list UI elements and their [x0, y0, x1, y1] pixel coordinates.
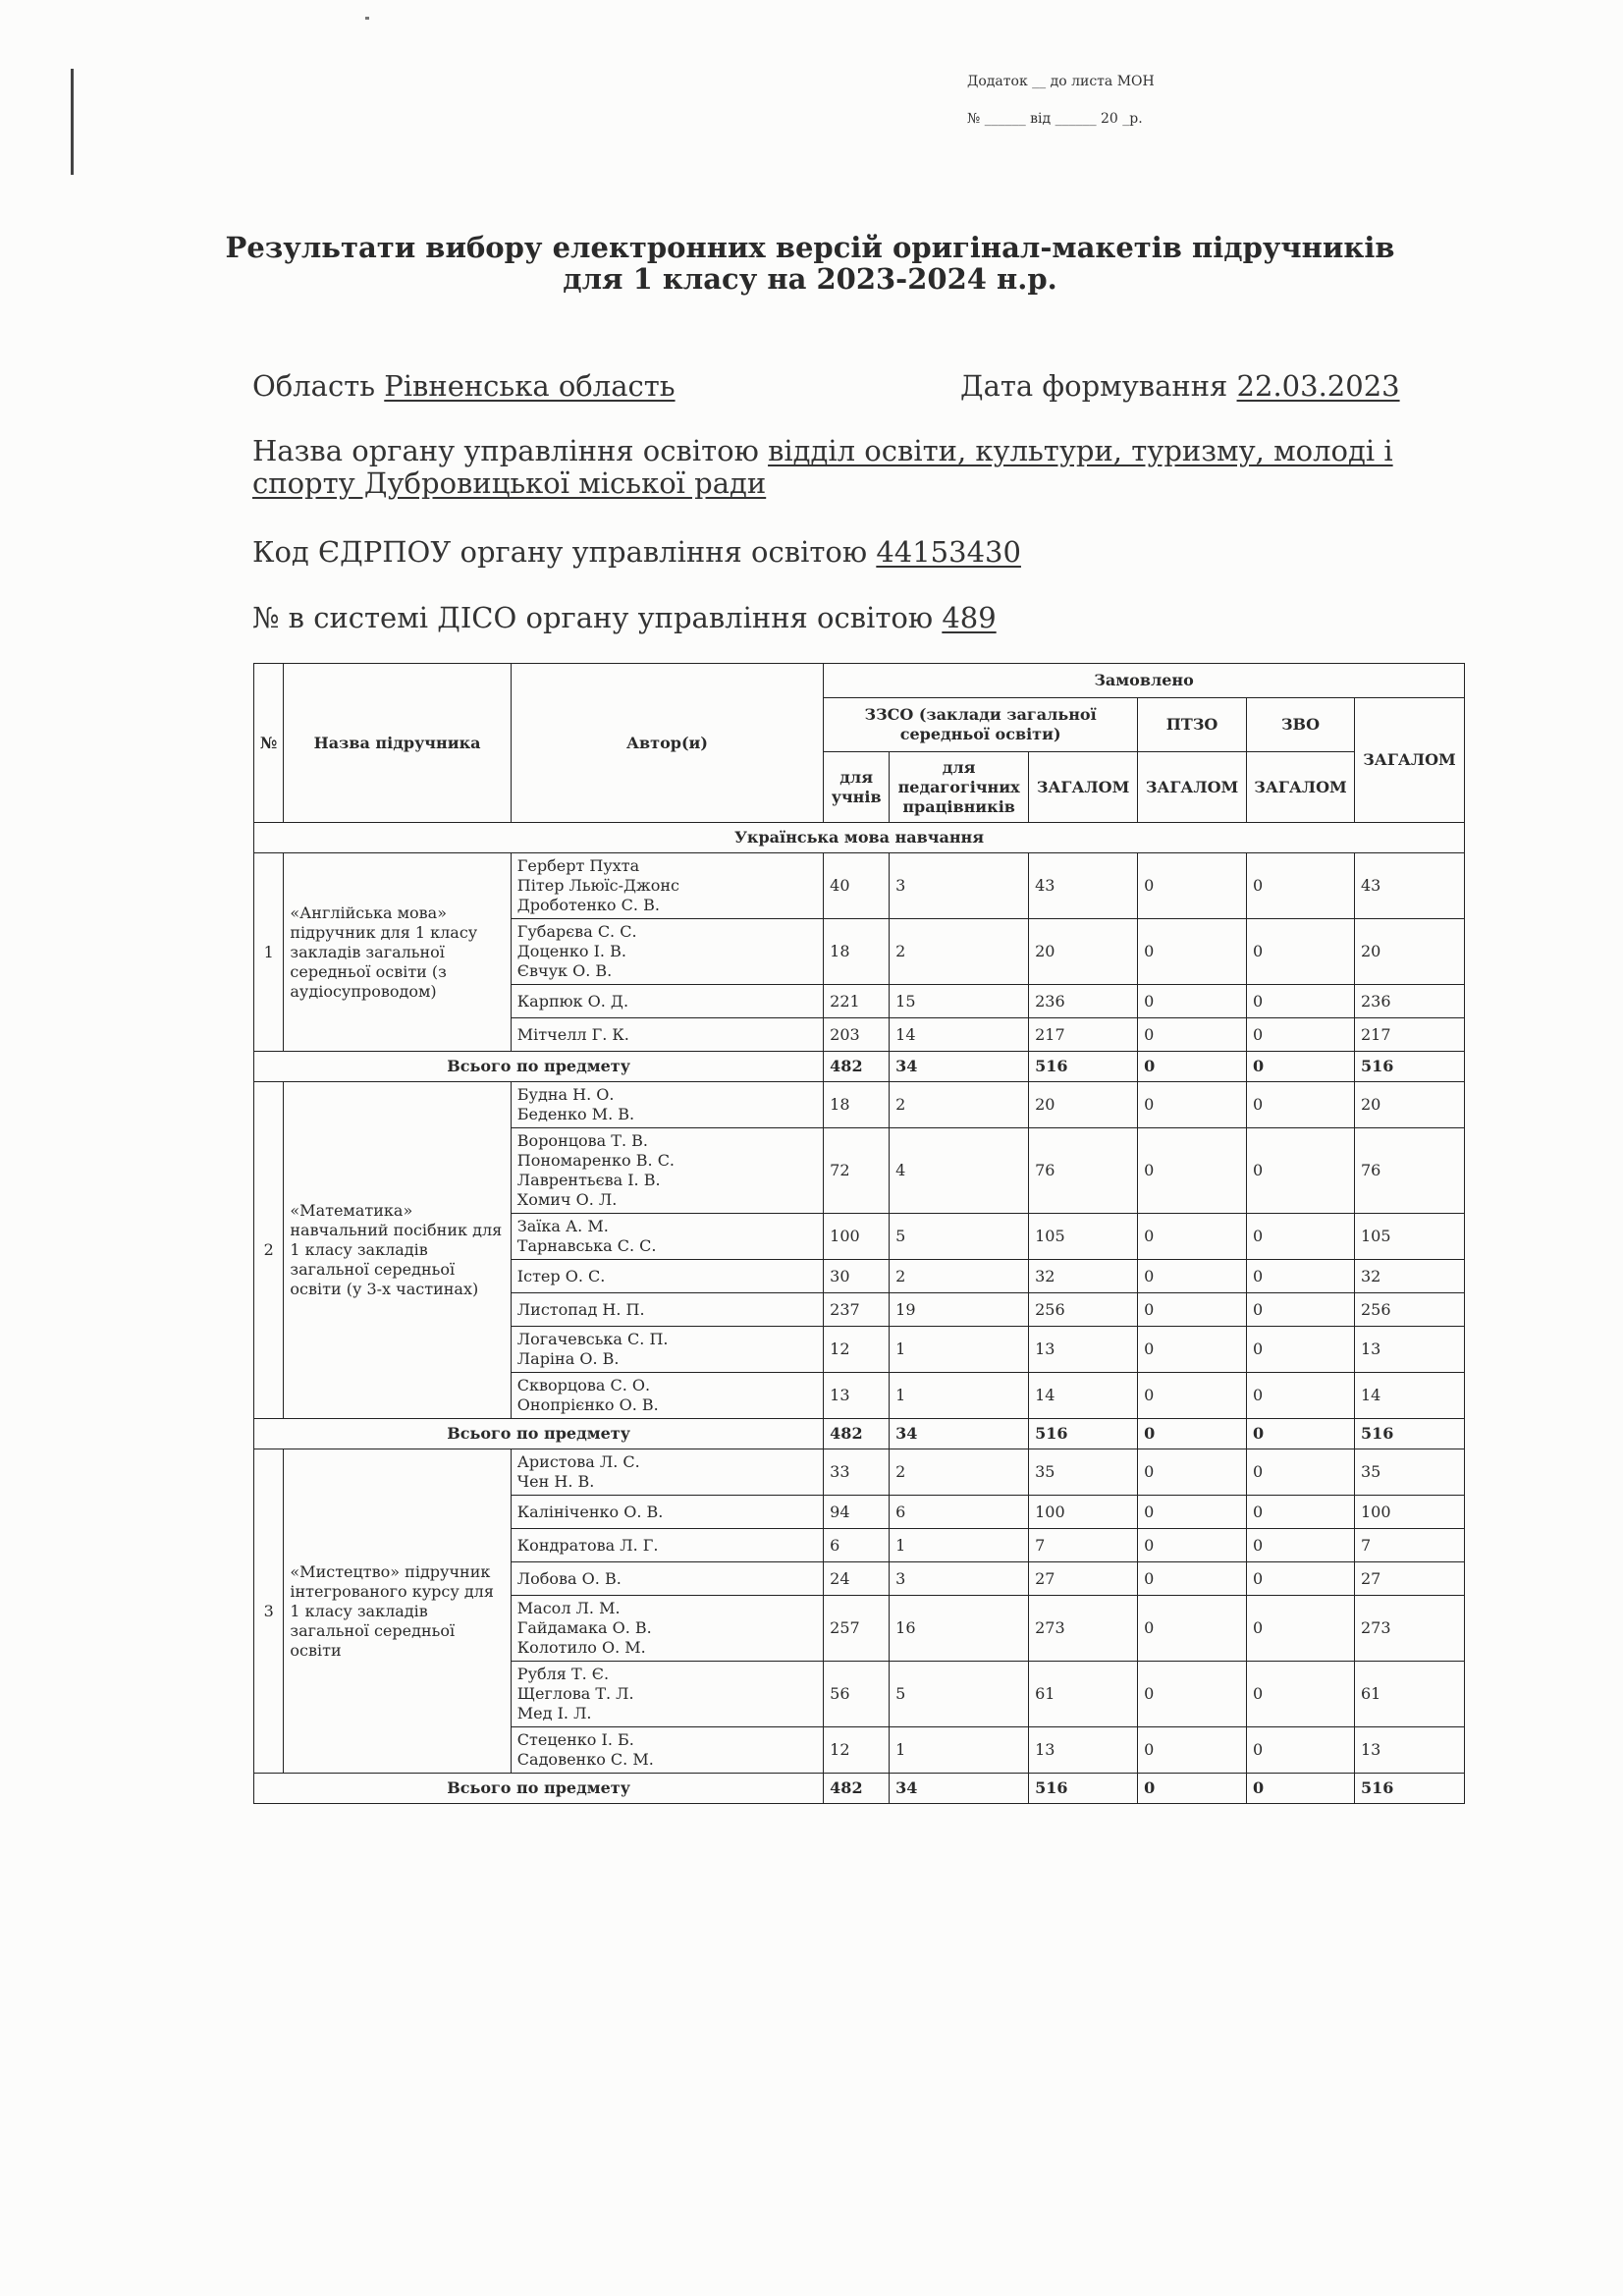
- count-total: 43: [1355, 853, 1465, 919]
- count-total: 100: [1355, 1496, 1465, 1529]
- count-zvo: 0: [1247, 1214, 1355, 1260]
- diso-value: 489: [942, 601, 997, 634]
- count-students: 257: [824, 1596, 890, 1662]
- total-total: 516: [1355, 1052, 1465, 1082]
- count-zvo: 0: [1247, 1260, 1355, 1293]
- authors-cell: [511, 1662, 823, 1727]
- count-zzso: 20: [1029, 1082, 1138, 1128]
- subject-total-row: [254, 1774, 1465, 1804]
- count-teachers: 1: [890, 1727, 1029, 1774]
- author-name: Садовенко С. М.: [516, 1750, 654, 1769]
- count-students: 30: [824, 1260, 890, 1293]
- count-total: 7: [1355, 1529, 1465, 1562]
- count-total: 14: [1355, 1373, 1465, 1419]
- count-total: 273: [1355, 1596, 1465, 1662]
- addendum-note: [967, 63, 1155, 137]
- count-teachers: 15: [890, 985, 1029, 1018]
- header-num: №: [254, 664, 284, 823]
- total-teachers: 34: [890, 1774, 1029, 1804]
- count-teachers: 3: [890, 1562, 1029, 1596]
- author-name: Скворцова С. О.: [516, 1376, 651, 1394]
- subject-total-row: [254, 1419, 1465, 1449]
- count-zvo: 0: [1247, 1018, 1355, 1052]
- authors-cell: [511, 1082, 823, 1128]
- header-ordered: Замовлено: [824, 664, 1465, 698]
- author-name: Колотило О. М.: [516, 1638, 646, 1657]
- count-zvo: 0: [1247, 853, 1355, 919]
- subject-number: 1: [254, 853, 284, 1052]
- count-zzso: 35: [1029, 1449, 1138, 1496]
- author-name: Будна Н. О.: [516, 1085, 615, 1104]
- count-zvo: 0: [1247, 1293, 1355, 1327]
- count-zzso: 105: [1029, 1214, 1138, 1260]
- count-ptzo: 0: [1138, 1596, 1247, 1662]
- count-total: 105: [1355, 1214, 1465, 1260]
- count-teachers: 4: [890, 1128, 1029, 1214]
- count-total: 20: [1355, 1082, 1465, 1128]
- title-line-2: для 1 класу на 2023-2024 н.р.: [563, 262, 1057, 296]
- authors-cell: [511, 1727, 823, 1774]
- total-teachers: 34: [890, 1419, 1029, 1449]
- edrpou-line: [252, 535, 1021, 569]
- count-zzso: 13: [1029, 1327, 1138, 1373]
- count-zvo: 0: [1247, 1496, 1355, 1529]
- count-ptzo: 0: [1138, 1327, 1247, 1373]
- total-ptzo: 0: [1138, 1052, 1247, 1082]
- organ-line: [252, 435, 1431, 500]
- authors-cell: [511, 1128, 823, 1214]
- author-name: Масол Л. М.: [516, 1599, 621, 1617]
- header-zzso: ЗЗСО (заклади загальної середньої освіти): [824, 698, 1138, 752]
- total-zvo: 0: [1247, 1774, 1355, 1804]
- count-teachers: 2: [890, 919, 1029, 985]
- authors-cell: [511, 1529, 823, 1562]
- count-students: 94: [824, 1496, 890, 1529]
- author-name: Беденко М. В.: [516, 1105, 635, 1123]
- total-zvo: 0: [1247, 1052, 1355, 1082]
- author-name: Доценко І. В.: [516, 942, 626, 960]
- count-ptzo: 0: [1138, 1662, 1247, 1727]
- count-zvo: 0: [1247, 1596, 1355, 1662]
- count-ptzo: 0: [1138, 1529, 1247, 1562]
- region-value: Рівненська область: [384, 369, 676, 403]
- header-ptzo: ПТЗО: [1138, 698, 1247, 752]
- count-zzso: 100: [1029, 1496, 1138, 1529]
- count-zvo: 0: [1247, 1562, 1355, 1596]
- count-total: 61: [1355, 1662, 1465, 1727]
- author-name: Мітчелл Г. К.: [516, 1024, 629, 1044]
- count-total: 20: [1355, 919, 1465, 985]
- author-name: Калініченко О. В.: [516, 1502, 664, 1521]
- count-ptzo: 0: [1138, 1449, 1247, 1496]
- count-zzso: 76: [1029, 1128, 1138, 1214]
- region-label: Область: [252, 369, 376, 403]
- count-teachers: 3: [890, 853, 1029, 919]
- count-total: 27: [1355, 1562, 1465, 1596]
- authors-cell: [511, 853, 823, 919]
- textbook-orders-table: [253, 663, 1465, 1804]
- count-zvo: 0: [1247, 1327, 1355, 1373]
- count-students: 40: [824, 853, 890, 919]
- author-name: Листопад Н. П.: [516, 1299, 645, 1319]
- author-name: Кондратова Л. Г.: [516, 1535, 659, 1555]
- count-zzso: 256: [1029, 1293, 1138, 1327]
- author-name: Лобова О. В.: [516, 1568, 622, 1588]
- authors-cell: [511, 1449, 823, 1496]
- author-name: Герберт Пухта: [516, 856, 640, 875]
- author-name: Губарєва С. С.: [516, 922, 637, 941]
- total-students: 482: [824, 1774, 890, 1804]
- authors-cell: [511, 1018, 823, 1052]
- addendum-line-1: Додаток __ до листа МОН: [967, 74, 1155, 89]
- table-row: [254, 1082, 1465, 1128]
- region-line: [252, 369, 676, 403]
- author-name: Хомич О. Л.: [516, 1190, 618, 1209]
- count-students: 221: [824, 985, 890, 1018]
- document-title: [196, 232, 1424, 295]
- authors-cell: [511, 1373, 823, 1419]
- count-teachers: 14: [890, 1018, 1029, 1052]
- count-zzso: 32: [1029, 1260, 1138, 1293]
- count-ptzo: 0: [1138, 1214, 1247, 1260]
- addendum-line-2: № ______ від ______ 20 _р.: [967, 111, 1143, 127]
- count-teachers: 16: [890, 1596, 1029, 1662]
- count-zvo: 0: [1247, 985, 1355, 1018]
- header-teachers: для педагогічних працівників: [890, 752, 1029, 823]
- authors-cell: [511, 1293, 823, 1327]
- count-ptzo: 0: [1138, 1128, 1247, 1214]
- header-total: ЗАГАЛОМ: [1355, 698, 1465, 823]
- subject-total-label: Всього по предмету: [254, 1419, 824, 1449]
- total-zzso: 516: [1029, 1419, 1138, 1449]
- authors-cell: [511, 1214, 823, 1260]
- author-name: Воронцова Т. В.: [516, 1131, 648, 1150]
- count-students: 203: [824, 1018, 890, 1052]
- count-zzso: 236: [1029, 985, 1138, 1018]
- authors-cell: [511, 1327, 823, 1373]
- count-zvo: 0: [1247, 1449, 1355, 1496]
- count-students: 18: [824, 919, 890, 985]
- table-row: [254, 853, 1465, 919]
- count-zvo: 0: [1247, 1128, 1355, 1214]
- total-zzso: 516: [1029, 1774, 1138, 1804]
- author-name: Заїка А. М.: [516, 1217, 609, 1235]
- author-name: Онопрієнко О. В.: [516, 1395, 659, 1414]
- count-zvo: 0: [1247, 919, 1355, 985]
- total-teachers: 34: [890, 1052, 1029, 1082]
- date-label: Дата формування: [960, 369, 1228, 403]
- author-name: Карпюк О. Д.: [516, 991, 629, 1011]
- author-name: Євчук О. В.: [516, 961, 613, 980]
- count-teachers: 2: [890, 1449, 1029, 1496]
- subject-number: 3: [254, 1449, 284, 1774]
- author-name: Тарнавська С. С.: [516, 1236, 657, 1255]
- author-name: Пономаренко В. С.: [516, 1151, 676, 1170]
- total-students: 482: [824, 1052, 890, 1082]
- count-ptzo: 0: [1138, 853, 1247, 919]
- count-teachers: 1: [890, 1327, 1029, 1373]
- count-zvo: 0: [1247, 1662, 1355, 1727]
- count-students: 12: [824, 1327, 890, 1373]
- edrpou-label: Код ЄДРПОУ органу управління освітою: [252, 535, 868, 569]
- author-name: Гайдамака О. В.: [516, 1618, 652, 1637]
- count-zvo: 0: [1247, 1082, 1355, 1128]
- count-students: 12: [824, 1727, 890, 1774]
- edrpou-value: 44153430: [876, 535, 1021, 569]
- section-title: Українська мова навчання: [254, 823, 1465, 853]
- count-teachers: 2: [890, 1260, 1029, 1293]
- total-total: 516: [1355, 1774, 1465, 1804]
- subject-total-label: Всього по предмету: [254, 1052, 824, 1082]
- count-zzso: 27: [1029, 1562, 1138, 1596]
- count-ptzo: 0: [1138, 919, 1247, 985]
- count-students: 33: [824, 1449, 890, 1496]
- count-total: 256: [1355, 1293, 1465, 1327]
- authors-cell: [511, 985, 823, 1018]
- count-teachers: 5: [890, 1662, 1029, 1727]
- author-name: Ларіна О. В.: [516, 1349, 620, 1368]
- count-total: 236: [1355, 985, 1465, 1018]
- count-teachers: 1: [890, 1373, 1029, 1419]
- total-zvo: 0: [1247, 1419, 1355, 1449]
- total-ptzo: 0: [1138, 1774, 1247, 1804]
- scan-speck: [365, 17, 369, 20]
- count-zzso: 43: [1029, 853, 1138, 919]
- count-zzso: 20: [1029, 919, 1138, 985]
- count-ptzo: 0: [1138, 1496, 1247, 1529]
- author-name: Лаврентьєва І. В.: [516, 1171, 661, 1189]
- count-total: 13: [1355, 1327, 1465, 1373]
- header-name: Назва підручника: [284, 664, 511, 823]
- count-total: 32: [1355, 1260, 1465, 1293]
- title-line-1: Результати вибору електронних версій оригінал-макетів підручників: [225, 231, 1395, 264]
- author-name: Стеценко І. Б.: [516, 1730, 634, 1749]
- organ-label: Назва органу управління освітою: [252, 434, 759, 467]
- authors-cell: [511, 919, 823, 985]
- count-teachers: 5: [890, 1214, 1029, 1260]
- header-students: для учнів: [824, 752, 890, 823]
- header-zzso-total: ЗАГАЛОМ: [1029, 752, 1138, 823]
- author-name: Щеглова Т. Л.: [516, 1684, 634, 1703]
- count-ptzo: 0: [1138, 1727, 1247, 1774]
- organ-value: відділ освіти, культури, туризму, молоді і спорту Дубровицької міської ради: [252, 434, 1393, 500]
- count-ptzo: 0: [1138, 1018, 1247, 1052]
- count-ptzo: 0: [1138, 1562, 1247, 1596]
- authors-cell: [511, 1562, 823, 1596]
- count-total: 13: [1355, 1727, 1465, 1774]
- count-zzso: 273: [1029, 1596, 1138, 1662]
- count-ptzo: 0: [1138, 1082, 1247, 1128]
- count-zvo: 0: [1247, 1529, 1355, 1562]
- count-students: 18: [824, 1082, 890, 1128]
- count-zzso: 7: [1029, 1529, 1138, 1562]
- diso-label: № в системі ДІСО органу управління освітою: [252, 601, 934, 634]
- table-row: [254, 1449, 1465, 1496]
- count-students: 100: [824, 1214, 890, 1260]
- authors-cell: [511, 1260, 823, 1293]
- subject-name: «Математика» навчальний посібник для 1 класу закладів загальної середньої освіти (у 3-х частинах): [284, 1082, 511, 1419]
- count-teachers: 1: [890, 1529, 1029, 1562]
- subject-total-label: Всього по предмету: [254, 1774, 824, 1804]
- count-zzso: 217: [1029, 1018, 1138, 1052]
- count-students: 237: [824, 1293, 890, 1327]
- total-students: 482: [824, 1419, 890, 1449]
- author-name: Аристова Л. С.: [516, 1452, 640, 1471]
- author-name: Дроботенко С. В.: [516, 896, 660, 914]
- subject-name: «Мистецтво» підручник інтегрованого курсу для 1 класу закладів загальної середньої освіти: [284, 1449, 511, 1774]
- count-zzso: 14: [1029, 1373, 1138, 1419]
- date-line: [960, 369, 1400, 403]
- total-zzso: 516: [1029, 1052, 1138, 1082]
- author-name: Рубля Т. Є.: [516, 1665, 610, 1683]
- total-total: 516: [1355, 1419, 1465, 1449]
- subject-number: 2: [254, 1082, 284, 1419]
- date-value: 22.03.2023: [1236, 369, 1400, 403]
- count-zzso: 61: [1029, 1662, 1138, 1727]
- count-students: 72: [824, 1128, 890, 1214]
- author-name: Пітер Льюїс-Джонс: [516, 876, 679, 895]
- diso-line: [252, 601, 997, 634]
- count-zvo: 0: [1247, 1373, 1355, 1419]
- count-students: 6: [824, 1529, 890, 1562]
- header-zvo-total: ЗАГАЛОМ: [1247, 752, 1355, 823]
- count-teachers: 2: [890, 1082, 1029, 1128]
- subject-total-row: [254, 1052, 1465, 1082]
- count-zzso: 13: [1029, 1727, 1138, 1774]
- count-ptzo: 0: [1138, 1260, 1247, 1293]
- header-ptzo-total: ЗАГАЛОМ: [1138, 752, 1247, 823]
- count-students: 56: [824, 1662, 890, 1727]
- count-ptzo: 0: [1138, 1293, 1247, 1327]
- authors-cell: [511, 1496, 823, 1529]
- count-students: 24: [824, 1562, 890, 1596]
- count-total: 35: [1355, 1449, 1465, 1496]
- subject-name: «Англійська мова» підручник для 1 класу закладів загальної середньої освіти (з аудіосупроводом): [284, 853, 511, 1052]
- total-ptzo: 0: [1138, 1419, 1247, 1449]
- count-zvo: 0: [1247, 1727, 1355, 1774]
- authors-cell: [511, 1596, 823, 1662]
- header-zvo: ЗВО: [1247, 698, 1355, 752]
- count-teachers: 19: [890, 1293, 1029, 1327]
- header-authors: Автор(и): [511, 664, 823, 823]
- author-name: Істер О. С.: [516, 1266, 606, 1285]
- author-name: Логачевська С. П.: [516, 1330, 669, 1348]
- count-teachers: 6: [890, 1496, 1029, 1529]
- count-total: 217: [1355, 1018, 1465, 1052]
- count-total: 76: [1355, 1128, 1465, 1214]
- scan-edge-mark: [71, 69, 74, 175]
- count-students: 13: [824, 1373, 890, 1419]
- author-name: Мед І. Л.: [516, 1704, 592, 1722]
- count-ptzo: 0: [1138, 1373, 1247, 1419]
- author-name: Чен Н. В.: [516, 1472, 595, 1491]
- count-ptzo: 0: [1138, 985, 1247, 1018]
